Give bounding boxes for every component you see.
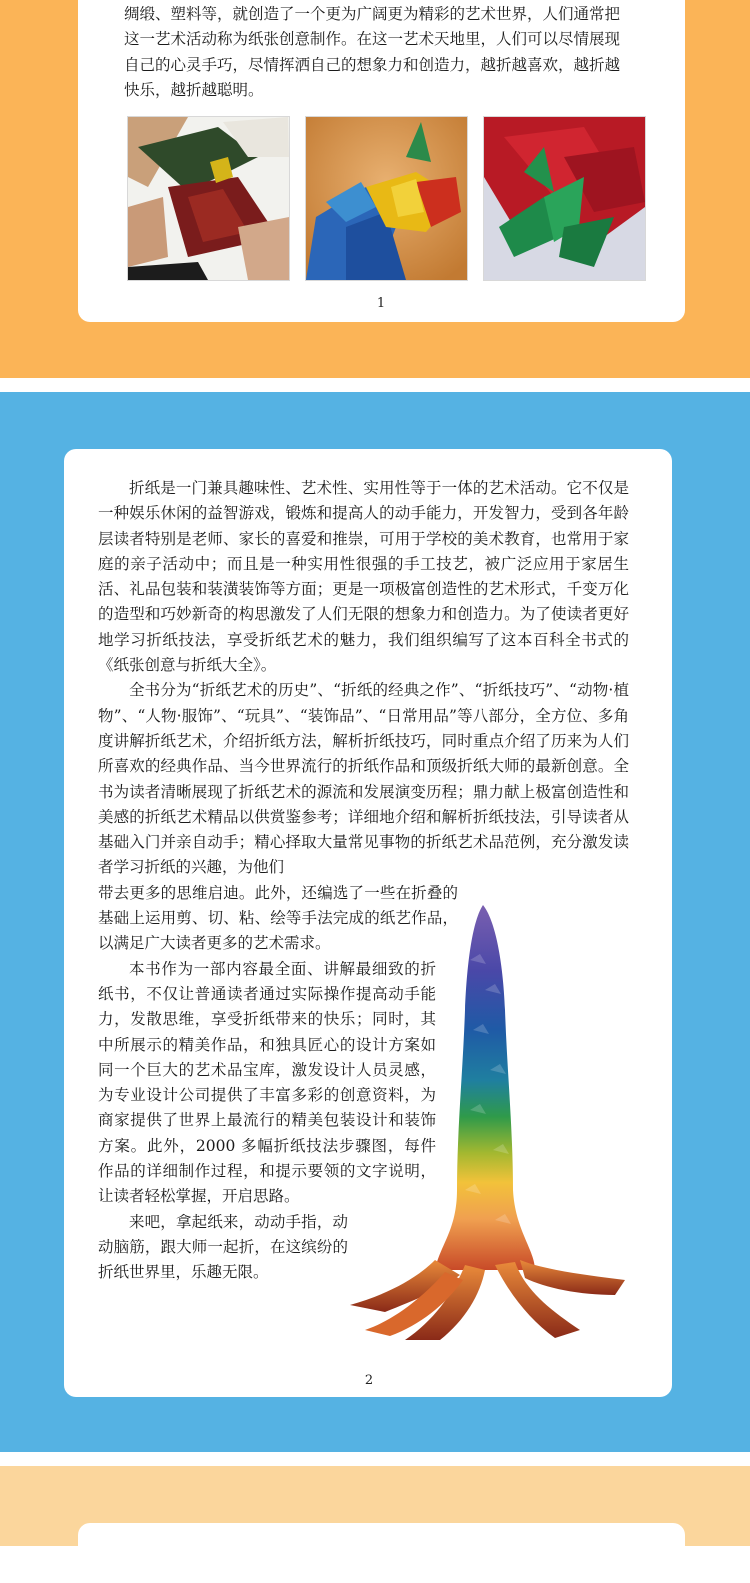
intro-line: 自己的心灵手巧，尽情挥洒自己的想象力和创造力，越折越喜欢，越折越	[124, 55, 621, 74]
origami-folding-hands-photo	[127, 116, 290, 281]
origami-blue-yellow-model-photo	[305, 116, 468, 281]
page1-intro-text	[124, 2, 648, 103]
intro-line: 绸缎、塑料等，就创造了一个更为广阔更为精彩的艺术世界，人们通常把	[124, 5, 621, 23]
paper-crane-tower-image	[345, 900, 630, 1345]
page-number: 1	[376, 296, 386, 311]
paragraph: 本书作为一部内容最全面、讲解最细致的折纸书，不仅让普通读者通过实际操作提高动手能力，发散思维，享受折纸带来的快乐；同时，其中所展示的精美作品，和独具匠心的设计方案如同一个巨大的艺术品宝库，激发设计人员灵感，为专业设计公司提供了丰富多彩的创意资料，为商家提供了世界上最流行的精美包装设计和装饰方案。此外，2000 多幅折纸技法步骤图，每件作品的详细制作过程，和提示要领的文字说明，让读者轻松掌握，开启思路。	[98, 959, 436, 1206]
paragraph: 折纸是一门兼具趣味性、艺术性、实用性等于一体的艺术活动。它不仅是一种娱乐休闲的益智游戏，锻炼和提高人的动手能力，开发智力，受到各年龄层读者特别是老师、家长的喜爱和推崇，可用于学校的美术教育，也常用于家庭的亲子活动中；而且是一种实用性很强的手工技艺，被广泛应用于家居生活、礼品包装和装潢装饰等方面；更是一项极富创造性的艺术形式，千变万化的造型和巧妙新奇的构思激发了人们无限的想象力和创造力。为了使读者更好地学习折纸技法，享受折纸艺术的魅力，我们组织编写了这本百科全书式的《纸张创意与折纸大全》。	[98, 479, 629, 675]
page-number: 2	[364, 1373, 374, 1388]
page3-card	[78, 1523, 685, 1583]
intro-line: 快乐，越折越聪明。	[124, 80, 264, 99]
paragraph: 全书分为“折纸艺术的历史”、“折纸的经典之作”、“折纸技巧”、“动物·植物”、“人物·服饰”、“玩具”、“装饰品”、“日常用品”等八部分，全方位、多角度讲解折纸艺术，介绍折纸方法，解析折纸技巧，同时重点介绍了历来为人们所喜欢的经典作品、当今世界流行的折纸作品和顶级折纸大师的最新创意。全书为读者清晰展现了折纸艺术的源流和发展演变历程；鼎力献上极富创造性和美感的折纸艺术精品以供赏鉴参考；详细地介绍和解析折纸技法，引导读者从基础入门并亲自动手；精心择取大量常见事物的折纸艺术品范例，充分激发读者学习折纸的兴趣，为他们	[98, 681, 629, 877]
paragraph: 来吧，拿起纸来，动动手指，动动脑筋，跟大师一起折，在这缤纷的折纸世界里，乐趣无限。	[98, 1212, 348, 1282]
paragraph-continued: 带去更多的思维启迪。此外，还编选了一些在折叠的基础上运用剪、切、粘、绘等手法完成的纸艺作品，以满足广大读者更多的艺术需求。	[98, 883, 458, 953]
intro-line: 这一艺术活动称为纸张创意制作。在这一艺术天地里，人们可以尽情展现	[124, 30, 621, 49]
origami-red-green-model-photo	[483, 116, 646, 281]
